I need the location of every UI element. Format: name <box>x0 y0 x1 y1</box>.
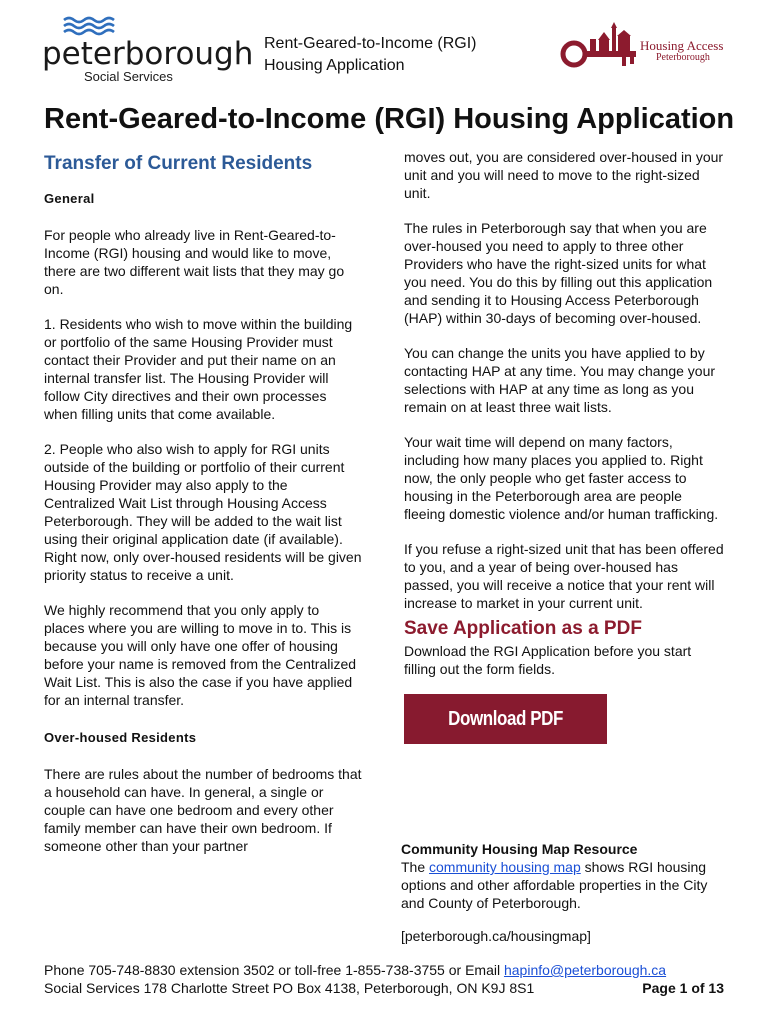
subheading-general: General <box>44 191 95 206</box>
water-waves-icon <box>62 16 122 36</box>
continued-paragraph: moves out, you are considered over-housed in your unit and you will need to move to the right-sized unit. <box>404 149 724 201</box>
logo-wordmark: peterborough <box>42 36 254 72</box>
peterborough-logo <box>40 16 254 86</box>
resource-paragraph: The community housing map shows RGI housing options and other affordable properties in the City and County of Peterborough. <box>401 859 708 911</box>
refuse-paragraph: If you refuse a right-sized unit that has been offered to you, and a year of being over-housed has passed, you will receive a notice that your rent will increase to market in your current unit. <box>404 541 724 611</box>
save-pdf-paragraph: Download the RGI Application before you start filling out the form fields. <box>404 643 692 677</box>
save-pdf-heading: Save Application as a PDF <box>404 618 642 639</box>
email-link[interactable]: hapinfo@peterborough.ca <box>503 962 667 978</box>
page-title: Rent-Geared-to-Income (RGI) Housing Application <box>44 103 735 135</box>
partner-logo-line2: Peterborough <box>656 52 710 63</box>
footer-contact-line: Phone 705-748-8830 extension 3502 or toll-free 1-855-738-3755 or Email hapinfo@peterborough.ca <box>44 962 667 978</box>
wait-time-paragraph: Your wait time will depend on many factors, including how many places you applied to. Right now, the only people who get faster access to housing in the Peterborough area are people fleeing domestic violence and/or human trafficking. <box>404 434 719 522</box>
footer-address-line: Social Services 178 Charlotte Street PO Box 4138, Peterborough, ON K9J 8S1 Page 1 of 13 <box>44 980 724 996</box>
page-number: Page 1 of 13 <box>642 980 724 996</box>
header-title-line2: Housing Application <box>264 57 405 74</box>
recommend-paragraph: We highly recommend that you only apply to places where you are willing to move in to. This is because you will only have one offer of housing before your name is removed from the Centralized Wait List. This is also the case if you have applied for an internal transfer. <box>44 602 357 708</box>
section-heading-transfer: Transfer of Current Residents <box>44 153 313 174</box>
right-column <box>404 148 724 744</box>
point-1-paragraph: 1. Residents who wish to move within the building or portfolio of the same Housing Provider must contact their Provider and put their name on an internal transfer list. The Housing Provider will follow City directives and their own processes when filling units that come available. <box>44 316 353 422</box>
resource-url: [peterborough.ca/housingmap] <box>401 928 591 944</box>
point-2-paragraph: 2. People who also wish to apply for RGI units outside of the building or portfolio of their current Housing Provider may also apply to the Centralized Wait List through Housing Access Peterborough. They will be added to the wait list using their original application date (if available). Right now, only over-housed residents will be given priority status to receive a unit. <box>44 441 362 583</box>
header-doc-title <box>264 33 477 77</box>
download-pdf-button[interactable]: Download PDF <box>404 694 607 744</box>
page-footer <box>44 961 724 997</box>
logo-subtitle: Social Services <box>84 69 173 84</box>
subheading-overhoused: Over-housed Residents <box>44 730 197 745</box>
key-house-icon <box>560 22 642 78</box>
resource-heading: Community Housing Map Resource <box>401 841 638 857</box>
general-paragraph: For people who already live in Rent-Geared-to-Income (RGI) housing and would like to move, there are two different wait lists that they may go on. <box>44 227 345 297</box>
rules-paragraph: The rules in Peterborough say that when you are over-housed you need to apply to three other Providers who have the right-sized units for what you need. You do this by filling out this application and sending it to Housing Access Peterborough (HAP) within 30-days of becoming over-housed. <box>404 220 713 326</box>
community-housing-map-link[interactable]: community housing map <box>429 859 581 875</box>
community-housing-resource <box>401 840 731 912</box>
overhoused-paragraph: There are rules about the number of bedrooms that a household can have. In general, a single or couple can have one bedroom and every other family member can have their own bedroom. If someone other than your partner <box>44 766 362 854</box>
partner-logo-line1: Housing Access <box>640 38 724 53</box>
header-title-line1: Rent-Geared-to-Income (RGI) <box>264 35 477 52</box>
housing-access-logo <box>560 22 740 82</box>
change-paragraph: You can change the units you have applied to by contacting HAP at any time. You may change your selections with HAP at any time as long as you remain on at least three wait lists. <box>404 345 716 415</box>
left-column <box>44 150 362 872</box>
